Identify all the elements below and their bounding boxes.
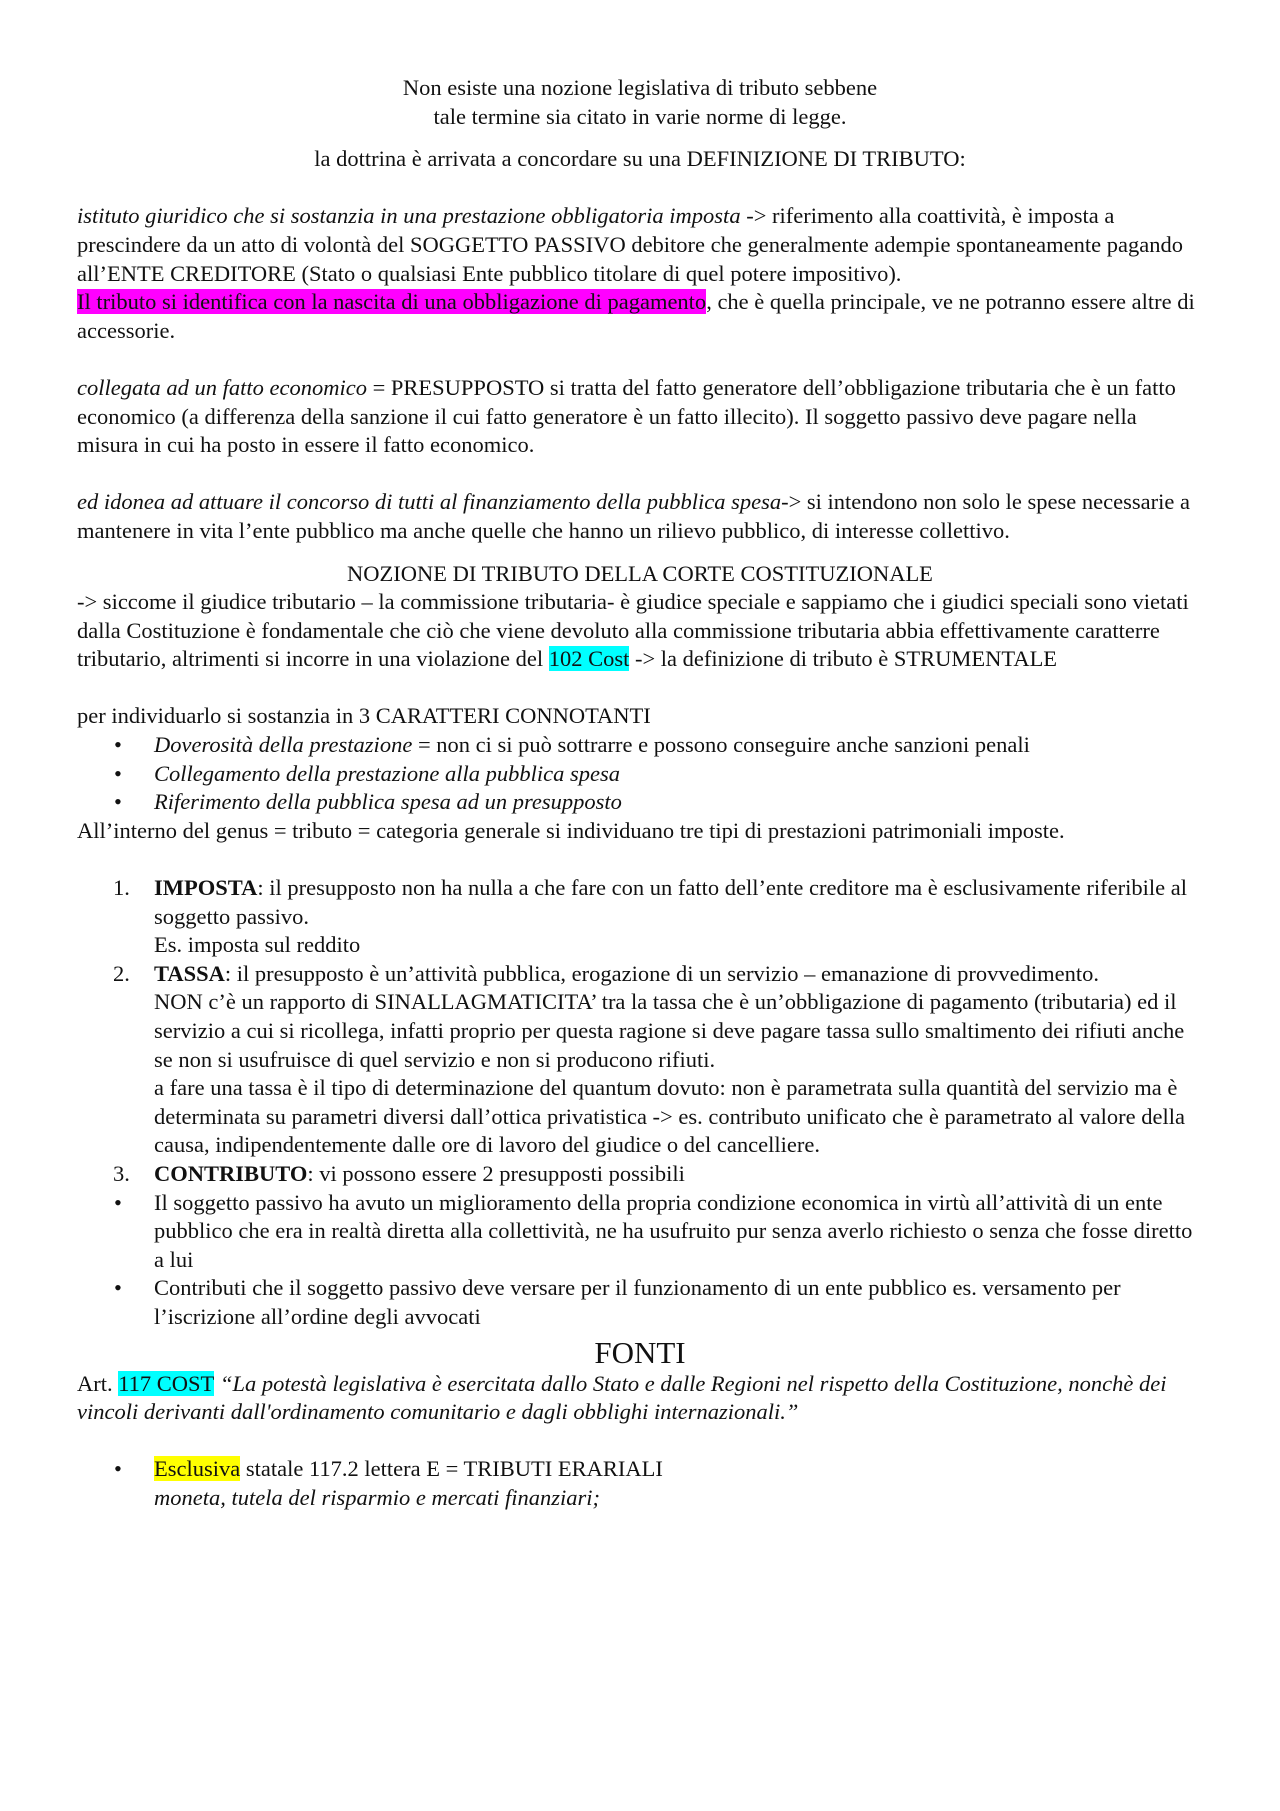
bullet-icon: • <box>114 1275 122 1301</box>
list-item <box>77 1189 1203 1275</box>
bullet-icon: • <box>114 732 122 758</box>
list-item-tassa <box>77 960 1203 1160</box>
definition-paragraph-2 <box>77 374 1203 460</box>
tipi-list <box>77 874 1203 1189</box>
fonti-list <box>77 1455 1203 1512</box>
caratteri-intro: per individuarlo si sostanzia in 3 CARATTERI CONNOTANTI <box>77 703 651 729</box>
imposta-example: Es. imposta sul reddito <box>154 932 361 958</box>
caratteri-list <box>77 731 1203 817</box>
list-number: 1. <box>113 875 130 901</box>
intro-line-2: tale termine sia citato in varie norme di legge. <box>433 103 847 129</box>
definition-paragraph-3 <box>77 488 1203 545</box>
definition-1-italic: istituto giuridico che si sostanzia in una prestazione obbligatoria imposta <box>77 203 741 229</box>
contributo-item-text: Contributi che il soggetto passivo deve versare per il funzionamento di un ente pubblico es. versamento per l’iscrizione all’ordine degli avvocati <box>154 1275 1121 1329</box>
list-item <box>77 788 1203 817</box>
tassa-text: : il presupposto è un’attività pubblica, erogazione di un servizio – emanazione di provvedimento. <box>224 960 1100 986</box>
highlight-117-cost: 117 COST <box>118 1370 215 1396</box>
corte-text-before: -> siccome il giudice tributario – la commissione tributaria- è giudice speciale e sappiamo che i giudici speciali sono vietati dalla Costituzione è fondamentale che ciò che viene devoluto alla commissione tributaria abbia effettivamente caratterre tributario, altrimenti si incorre in una violazione del <box>77 589 1189 672</box>
corte-text-after: -> la definizione di tributo è STRUMENTALE <box>629 646 1058 672</box>
definition-2-text: = PRESUPPOSTO si tratta del fatto generatore dell’obbligazione tributaria che è un fatto economico (a differenza della sanzione il cui fatto generatore è un fatto illecito). Il soggetto passivo deve pagare nella misura in cui ha posto in essere il fatto economico. <box>77 374 1176 458</box>
definition-1b-text: , che è quella principale, ve ne potranno essere altre di accessorie. <box>77 289 1195 343</box>
bullet-icon: • <box>114 789 122 815</box>
definition-3-italic: ed idonea ad attuare il concorso di tutti al finanziamento della pubblica spesa <box>77 489 782 515</box>
caratteri-item-text: = non ci si può sottrarre e possono conseguire anche sanzioni penali <box>412 732 1030 758</box>
tassa-paragraph-2: NON c’è un rapporto di SINALLAGMATICITA’ tra la tassa che è un’obbligazione di pagamento (tributaria) ed il servizio a cui si ricollega, infatti proprio per questa ragione si deve pagare tassa sullo smaltimento dei rifiuti anche se non si usufruisce di quel servizio e non si producono rifiuti. <box>154 989 1185 1072</box>
bullet-icon: • <box>114 760 122 786</box>
bullet-icon: • <box>114 1456 122 1482</box>
contributo-list <box>77 1189 1203 1332</box>
imposta-text: : il presupposto non ha nulla a che fare con un fatto dell’ente creditore ma è esclusivamente riferibile al soggetto passivo. <box>154 875 1187 929</box>
art-117-quote: “La potestà legislativa è esercitata dallo Stato e dalle Regioni nel rispetto della Costituzione, nonchè dei vincoli derivanti dall'ordinamento comunitario e dagli obblighi internazionali.” <box>77 1370 1167 1425</box>
intro-definition-heading: la dottrina è arrivata a concordare su una DEFINIZIONE DI TRIBUTO: <box>314 146 966 172</box>
definition-paragraph-1 <box>77 202 1203 288</box>
imposta-title: IMPOSTA <box>154 875 258 901</box>
corte-heading: NOZIONE DI TRIBUTO DELLA CORTE COSTITUZIONALE <box>347 560 933 586</box>
contributo-item-text: Il soggetto passivo ha avuto un miglioramento della propria condizione economica in virtù all’attività di un ente pubblico che era in realtà diretta alla collettività, ne ha usufruito pur senza averlo richiesto o senza che fosse diretto a lui <box>154 1189 1193 1272</box>
intro-line-1: Non esiste una nozione legislativa di tributo sebbene <box>402 75 878 100</box>
tassa-title: TASSA <box>154 960 225 986</box>
caratteri-item-italic: Riferimento della pubblica spesa ad un presupposto <box>154 789 622 815</box>
esclusiva-text: statale 117.2 lettera E = TRIBUTI ERARIALI <box>240 1456 663 1482</box>
definition-paragraph-1b <box>77 288 1203 345</box>
highlight-esclusiva: Esclusiva <box>154 1456 241 1482</box>
fonti-heading: FONTI <box>594 1334 686 1370</box>
caratteri-item-italic: Collegamento della prestazione alla pubblica spesa <box>154 760 620 786</box>
caratteri-item-italic: Doverosità della prestazione <box>154 732 413 758</box>
art-prefix: Art. <box>77 1370 119 1396</box>
definition-3-text: -> si intendono non solo le spese necessarie a mantenere in vita l’ente pubblico ma anche quelle che hanno un rilievo pubblico, di interesse collettivo. <box>77 489 1190 543</box>
list-item <box>77 760 1203 789</box>
definition-2-italic: collegata ad un fatto economico <box>77 374 367 400</box>
list-number: 3. <box>113 1160 130 1186</box>
list-item <box>77 1274 1203 1331</box>
list-item <box>77 731 1203 760</box>
highlight-102-cost: 102 Cost <box>548 646 630 672</box>
tassa-paragraph-3: a fare una tassa è il tipo di determinazione del quantum dovuto: non è parametrata sulla quantità del servizio ma è determinata su parametri diversi dall’ottica privatistica -> es. contributo unificato che è parametrato al valore della causa, indipendentemente dalle ore di lavoro del giudice o del cancelliere. <box>154 1075 1186 1158</box>
corte-paragraph <box>77 588 1203 674</box>
definition-1-text: -> riferimento alla coattività, è imposta a prescindere da un atto di volontà del SOGGETTO PASSIVO debitore che generalmente adempie spontaneamente pagando all’ENTE CREDITORE (Stato o qualsiasi Ente pubblico titolare di quel potere impositivo). <box>77 203 1183 286</box>
highlight-obbligazione: Il tributo si identifica con la nascita di una obbligazione di pagamento <box>77 289 707 315</box>
list-item-contributo <box>77 1160 1203 1189</box>
genus-paragraph: All’interno del genus = tributo = categoria generale si individuano tre tipi di prestazioni patrimoniali imposte. <box>77 817 1065 843</box>
esclusiva-subtext: moneta, tutela del risparmio e mercati finanziari; <box>154 1484 601 1510</box>
list-item-imposta <box>77 874 1203 960</box>
contributo-title: CONTRIBUTO <box>154 1160 308 1186</box>
contributo-text: : vi possono essere 2 presupposti possibili <box>307 1160 685 1186</box>
bullet-icon: • <box>114 1189 122 1215</box>
list-item <box>77 1455 1203 1512</box>
art-117-paragraph <box>77 1370 1203 1427</box>
list-number: 2. <box>113 960 130 986</box>
